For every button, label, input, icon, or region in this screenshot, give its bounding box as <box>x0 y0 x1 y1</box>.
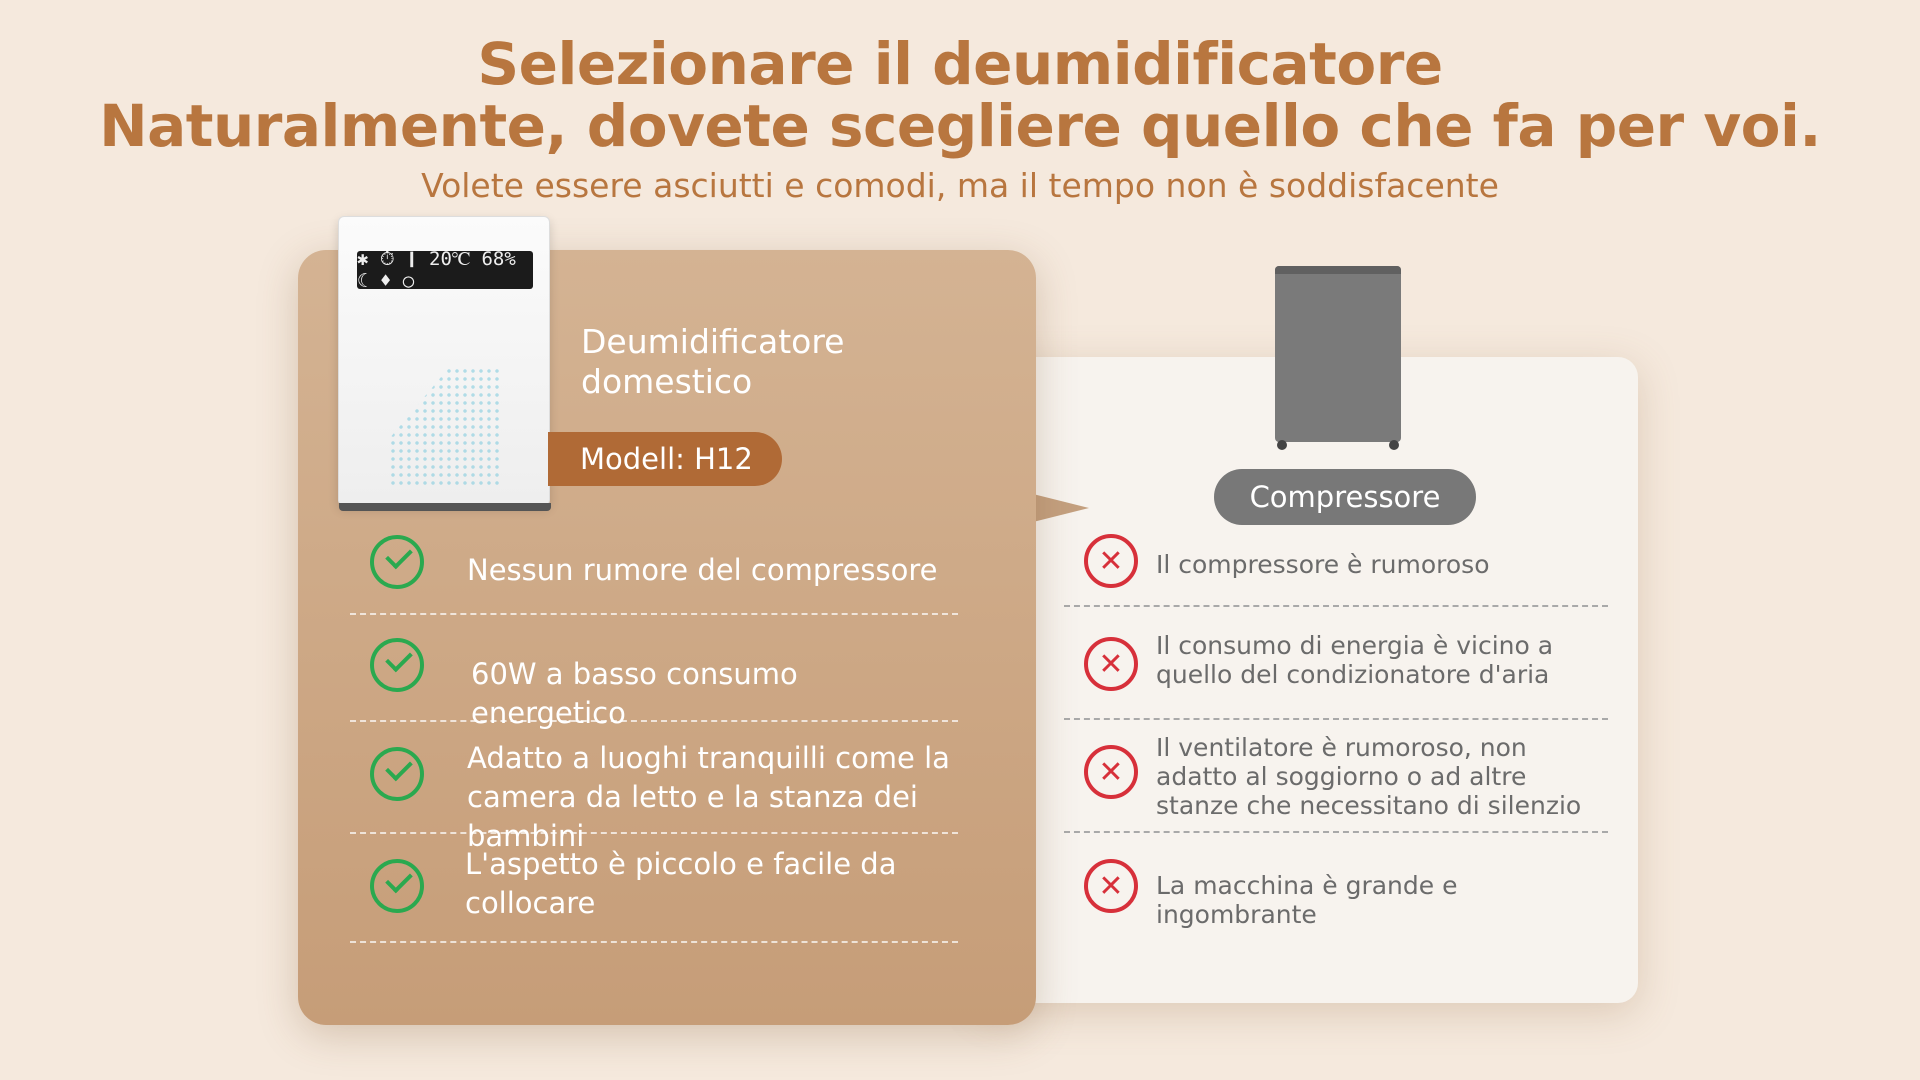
pro-divider <box>350 941 958 943</box>
check-circle-icon <box>370 747 424 801</box>
compressor-device-image <box>1275 266 1401 442</box>
check-circle-icon <box>370 535 424 589</box>
page-title-line-1: Selezionare il deumidificatore <box>477 30 1443 98</box>
con-text: Il compressore è rumoroso <box>1156 550 1490 579</box>
wheel-icon <box>1389 440 1399 450</box>
x-circle-icon: ✕ <box>1084 859 1138 913</box>
x-circle-icon: ✕ <box>1084 745 1138 799</box>
pointer-arrow <box>1033 494 1089 522</box>
pro-divider <box>350 720 958 722</box>
con-text: Il ventilatore è rumoroso, non adatto al soggiorno o ad altre stanze che necessitano di silenzio <box>1156 733 1582 820</box>
page-subtitle: Volete essere asciutti e comodi, ma il tempo non è soddisfacente <box>421 166 1499 205</box>
device-grille <box>389 367 499 487</box>
check-circle-icon <box>370 638 424 692</box>
x-circle-icon: ✕ <box>1084 637 1138 691</box>
pro-text: Nessun rumore del compressore <box>467 553 938 587</box>
pro-text: Adatto a luoghi tranquilli come la camera da letto e la stanza dei bambini <box>467 741 950 853</box>
con-divider <box>1064 718 1608 720</box>
check-circle-icon <box>370 859 424 913</box>
page-title-line-2: Naturalmente, dovete scegliere quello che fa per voi. <box>99 92 1821 160</box>
pro-divider <box>350 832 958 834</box>
con-divider <box>1064 605 1608 607</box>
pro-text: 60W a basso consumo energetico <box>471 657 798 730</box>
pro-text: L'aspetto è piccolo e facile da collocare <box>465 847 897 920</box>
device-base <box>339 503 551 511</box>
con-divider <box>1064 831 1608 833</box>
con-text: Il consumo di energia è vicino a quello del condizionatore d'aria <box>1156 631 1554 689</box>
product-name: Deumidificatore domestico <box>581 322 845 401</box>
wheel-icon <box>1277 440 1287 450</box>
con-text: La macchina è grande e ingombrante <box>1156 871 1458 929</box>
x-circle-icon: ✕ <box>1084 534 1138 588</box>
compressor-label: Compressore <box>1214 469 1476 525</box>
pro-divider <box>350 613 958 615</box>
device-display: ✱ ⏱ ❙ 20℃ 68% ☾ ♦ ○ <box>357 251 533 289</box>
model-badge: Modell: H12 <box>548 432 782 486</box>
dehumidifier-device-image <box>338 216 550 506</box>
